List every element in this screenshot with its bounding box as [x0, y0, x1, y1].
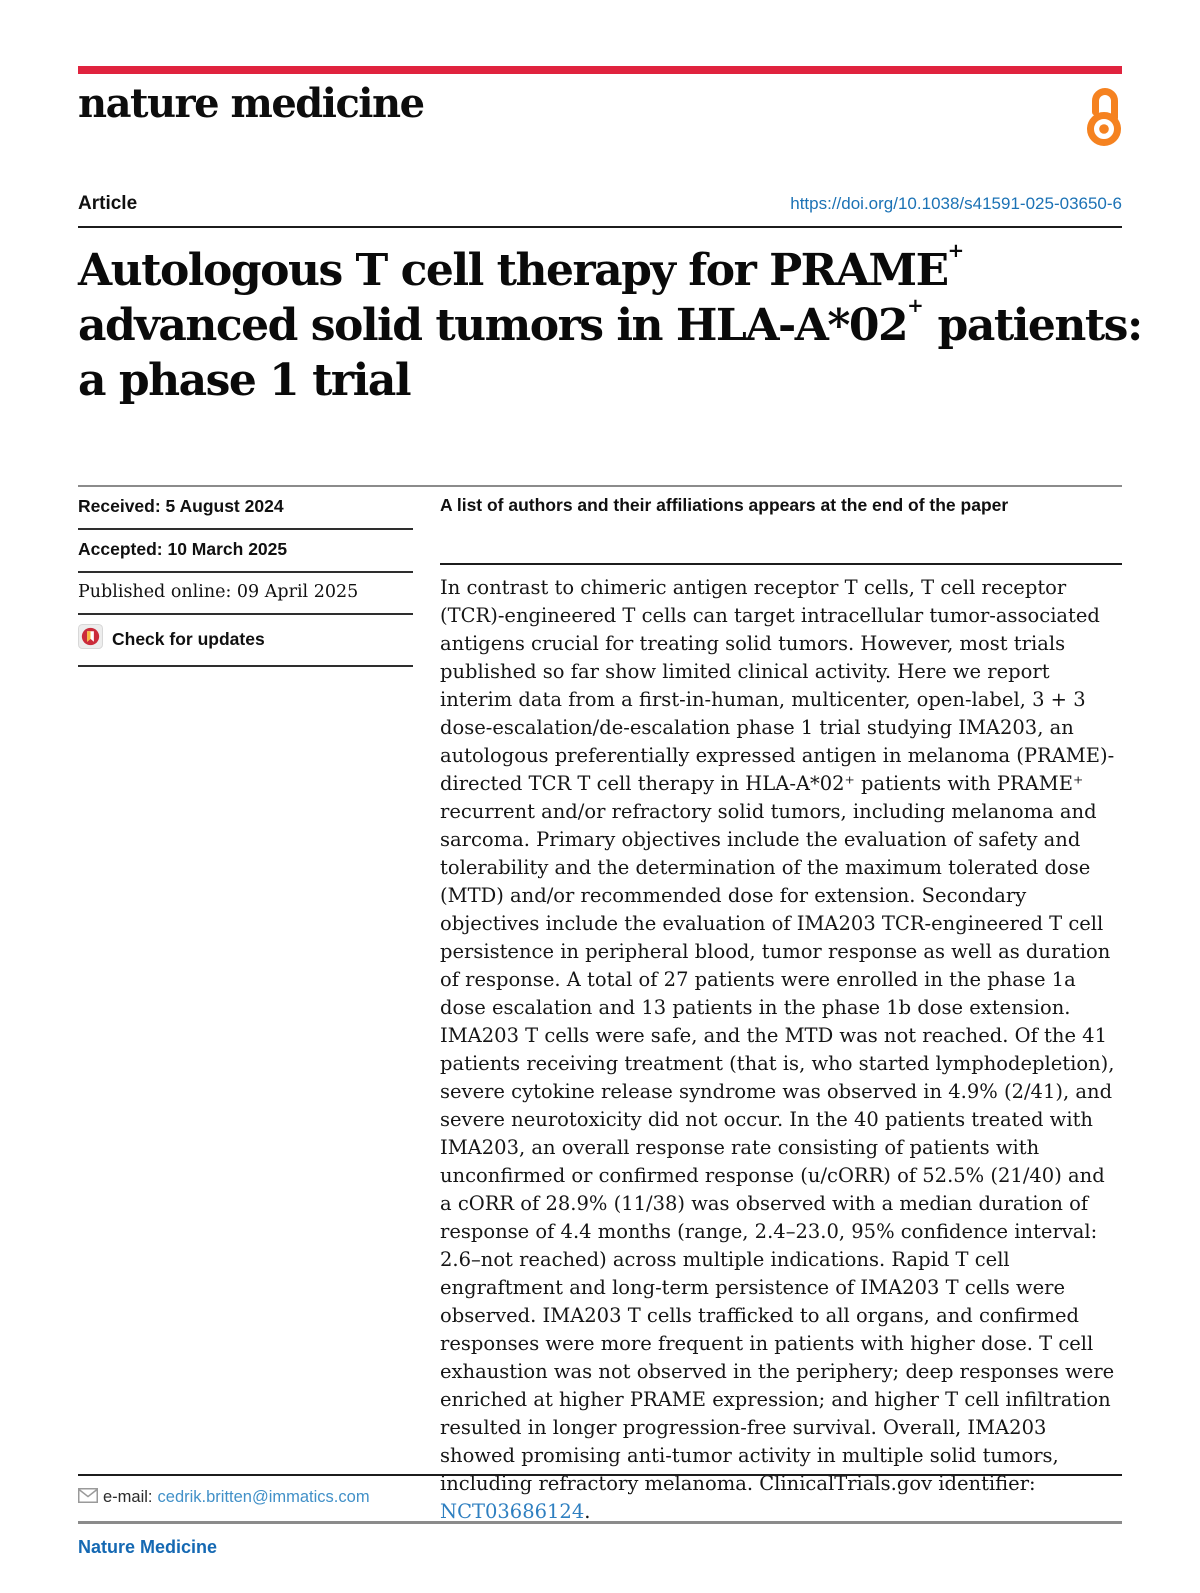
article-type-label: Article [78, 193, 138, 214]
received-date: Received: 5 August 2024 [78, 487, 413, 530]
accepted-date: Accepted: 10 March 2025 [78, 530, 413, 573]
footer-journal-name[interactable]: Nature Medicine [78, 1537, 218, 1557]
email-label: e-mail: [103, 1488, 153, 1506]
authors-note: A list of authors and their affiliations appears at the end of the paper [440, 495, 1009, 515]
footer-gray-rule [78, 1521, 1122, 1524]
check-for-updates-button[interactable] [78, 615, 413, 667]
published-date: Published online: 09 April 2025 [78, 573, 413, 615]
masthead [78, 80, 1122, 155]
page-footer [78, 1474, 1122, 1558]
article-meta-sidebar [78, 487, 413, 1526]
title-line-3: a phase 1 trial [78, 355, 411, 406]
journal-logo[interactable]: nature medicine [78, 80, 424, 127]
abstract-text: In contrast to chimeric antigen receptor T cells, T cell receptor (TCR)-engineered T cells can target intracellular tumor-associated antigens crucial for treating solid tumors. However, most trials published so far show limited clinical activity. Here we report interim data from a first-in-human, multicenter, open-label, 3 + 3 dose-escalation/de-escalation phase 1 trial studying IMA203, an autologous preferentially expressed antigen in melanoma (PRAME)-directed TCR T cell therapy in HLA-A*02⁺ patients with PRAME⁺ recurrent and/or refractory solid tumors, including melanoma and sarcoma. Primary objectives include the evaluation of safety and tolerability and the determination of the maximum tolerated dose (MTD) and/or recommended dose for extension. Secondary objectives include the evaluation of IMA203 TCR-engineered T cell persistence in peripheral blood, tumor response as well as duration of response. A total of 27 patients were enrolled in the phase 1a dose escalation and 13 patients in the phase 1b dose extension. IMA203 T cells were safe, and the MTD was not reached. Of the 41 patients receiving treatment (that is, who started lymphodepletion), severe cytokine release syndrome was observed in 4.9% (2/41), and severe neurotoxicity did not occur. In the 40 patients treated with IMA203, an overall response rate consisting of patients with unconfirmed or confirmed response (u/cORR) of 52.5% (21/40) and a cORR of 28.9% (11/38) was observed with a median duration of response of 4.4 months (range, 2.4–23.0, 95% confidence interval: 2.6–not reached) across multiple indications. Rapid T cell engraftment and long-term persistence of IMA203 T cells were observed. IMA203 T cells trafficked to all organs, and confirmed responses were more frequent in patients with higher dose. T cell exhaustion was not observed in the periphery; deep responses were enriched at higher PRAME expression; and higher T cell infiltration resulted in longer progression-free survival. Overall, IMA203 showed promising anti-tumor activity in multiple solid tumors, including refractory melanoma. ClinicalTrials.gov identifier: NCT03686124. [440, 575, 1115, 1523]
title-line-2: advanced solid tumors in HLA-A*02+ patients: [78, 293, 1142, 351]
article-body-column [440, 487, 1122, 1526]
brand-color-bar [78, 66, 1122, 74]
contact-row [78, 1487, 1122, 1508]
abstract-rule [440, 563, 1122, 565]
article-title [78, 238, 1142, 408]
title-line-1: Autologous T cell therapy for PRAME+ [78, 238, 965, 296]
header-rule [78, 226, 1122, 228]
envelope-icon [78, 1488, 98, 1508]
superscript-plus: + [947, 238, 965, 263]
check-for-updates-label: Check for updates [112, 628, 265, 649]
footer-top-rule [78, 1474, 1122, 1476]
doi-link[interactable]: https://doi.org/10.1038/s41591-025-03650-6 [790, 194, 1122, 213]
open-access-icon [1086, 85, 1122, 152]
corresponding-author-email-link[interactable]: cedrik.britten@immatics.com [157, 1488, 370, 1506]
two-column-layout [78, 487, 1122, 1526]
crossmark-icon [78, 624, 103, 654]
superscript-plus: + [907, 293, 924, 318]
article-header-row [78, 193, 1122, 215]
clinicaltrials-nct-link[interactable]: NCT03686124 [440, 1499, 585, 1523]
